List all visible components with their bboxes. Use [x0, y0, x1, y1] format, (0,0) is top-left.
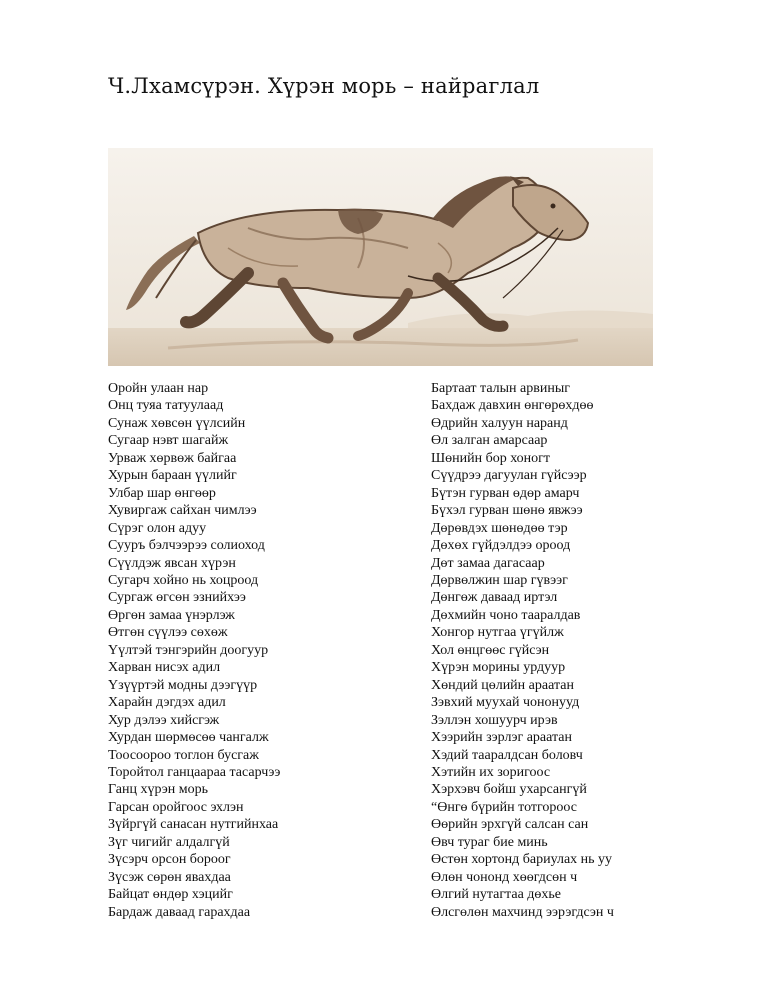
- poem-line: Ганц хүрэн морь: [108, 782, 209, 798]
- page-title: Ч.Лхамсүрэн. Хүрэн морь – найраглал: [108, 74, 540, 98]
- poem-line: “Өнгө бүрийн тотгороос: [431, 799, 577, 815]
- poem-line: Сунаж хөвсөн үүлсийн: [108, 415, 246, 431]
- poem-line: Бүхэл гурван шөнө явжээ: [431, 503, 583, 519]
- poem-line: Хүрэн морины урдуур: [431, 660, 566, 676]
- poem-line: Харайн дэгдэх адил: [108, 695, 226, 711]
- poem-line: Хөндий цөлийн араатан: [431, 677, 574, 693]
- poem-line: Үүлтэй тэнгэрийн доогуур: [108, 642, 269, 658]
- poem-line: Тоосоороо тоглон бусгаж: [108, 747, 259, 763]
- poem-line: Өстөн хортонд бариулах нь уу: [431, 852, 613, 868]
- poem-line: Торойтол ганцаараа тасарчээ: [108, 764, 281, 780]
- poem-line: Харван нисэх адил: [108, 660, 221, 676]
- poem-line: Зэвхий муухай чононууд: [431, 695, 580, 711]
- poem-line: Зүсэж сөрөн явахдаа: [108, 869, 231, 885]
- poem-line: Бүтэн гурван өдөр амарч: [431, 485, 580, 501]
- poem-line: Бардаж даваад гарахдаа: [108, 904, 251, 920]
- poem-line: Сууръ бэлчээрээ солиоход: [108, 538, 265, 554]
- poem-line: Дөхөх гүйдэлдээ ороод: [431, 538, 571, 554]
- poem-line: Хол өнцгөөс гүйсэн: [431, 642, 550, 658]
- poem-line: Шөнийн бор хоногт: [431, 450, 551, 466]
- poem-line: Хэдий тааралдсан боловч: [431, 747, 583, 763]
- poem-line: Зүсэрч орсон бороог: [108, 852, 231, 868]
- poem-line: Оройн улаан нар: [108, 381, 209, 396]
- poem-line: Өл залган амарсаар: [431, 433, 548, 449]
- poem-line: Зүйргүй санасан нутгийнхаа: [108, 817, 279, 833]
- poem-column-right: [431, 380, 614, 921]
- poem-line: Бахдаж давхин өнгөрөхдөө: [431, 398, 594, 414]
- poem-line: Байцат өндөр хэцийг: [108, 887, 233, 903]
- poem-line: Сүүдрээ дагуулан гүйсээр: [431, 468, 587, 484]
- poem-line: Гарсан оройгоос эхлэн: [108, 799, 244, 815]
- poem-line: Үзүүртэй модны дээгүүр: [108, 677, 258, 693]
- poem-line: Өвч тураг бие минь: [431, 834, 548, 850]
- poem-column-left: [108, 380, 280, 921]
- poem-line: Сургаж өгсөн эзнийхээ: [108, 590, 246, 606]
- poem-line: Өлгий нутагтаа дөхье: [431, 887, 561, 903]
- poem-line: Өлсгөлөн махчинд ээрэгдсэн ч: [431, 904, 614, 920]
- poem-line: Дөрөвдэх шөнөдөө тэр: [431, 520, 568, 536]
- poem-line: Дөнгөж даваад иртэл: [431, 590, 558, 606]
- poem-line: Хур дэлээ хийсгэж: [108, 712, 220, 728]
- poem-line: Өлөн чононд хөөгдсөн ч: [431, 869, 578, 885]
- poem-line: Хэтийн их зоригоос: [431, 764, 551, 780]
- poem-line: Зэллэн хошуурч ирэв: [431, 712, 558, 728]
- poem-line: Хувиргаж сайхан чимлээ: [108, 503, 257, 519]
- poem-line: Дөрвөлжин шар гүвээг: [431, 572, 568, 588]
- poem-line: Өтгөн сүүлээ сөхөж: [108, 625, 228, 641]
- poem-line: Хурын бараан үүлийг: [108, 468, 237, 484]
- poem-line: Өргөн замаа үнэрлэж: [108, 607, 235, 623]
- poem-line: Сүрэг олон адуу: [108, 520, 207, 536]
- poem-line: Сугарч хойно нь хоцроод: [108, 572, 259, 588]
- poem-line: Улбар шар өнгөөр: [108, 485, 216, 501]
- poem-line: Дөт замаа дагасаар: [431, 555, 545, 571]
- poem-line: Хонгор нутгаа үгүйлж: [431, 625, 564, 641]
- poem-line: Хэрхэвч бойш ухарсангүй: [431, 782, 587, 798]
- poem-line: Хурдан шөрмөсөө чангалж: [108, 730, 269, 746]
- poem-line: Өөрийн эрхгүй салсан сан: [431, 817, 589, 833]
- poem-line: Хээрийн зэрлэг араатан: [431, 730, 572, 746]
- poem-line: Онц туяа татуулаад: [108, 398, 224, 414]
- poem-line: Сүүлдэж явсан хүрэн: [108, 555, 236, 571]
- horse-illustration: [108, 148, 653, 366]
- poem-line: Бартаат талын арвиныг: [431, 381, 571, 396]
- poem-line: Урваж хөрвөж байгаа: [108, 450, 237, 466]
- poem-line: Дөхмийн чоно тааралдав: [431, 607, 581, 623]
- poem-line: Өдрийн халуун наранд: [431, 415, 568, 431]
- poem-line: Сугаар нэвт шагайж: [108, 433, 229, 449]
- poem-line: Зүг чигийг алдалгүй: [108, 834, 230, 850]
